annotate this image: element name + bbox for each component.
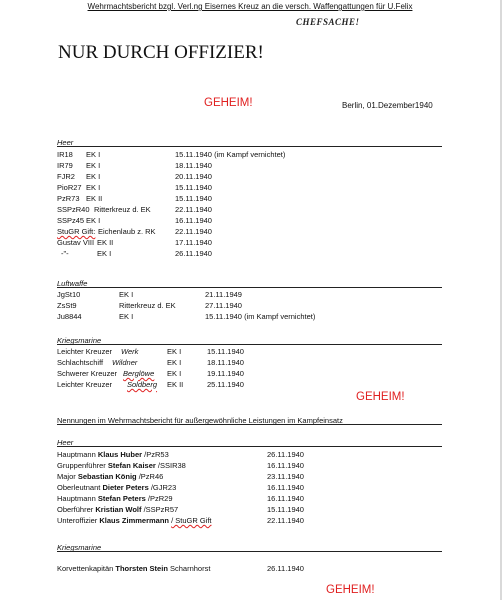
document-top-title: Wehrmachtsbericht bzgl. Verl.ng Eisernes Kreuz an die versch. Waffengattungen für U.Felix: [87, 2, 413, 11]
section-divider: [57, 146, 442, 147]
section-divider: [57, 424, 442, 425]
date-line: Berlin, 01.Dezember1940: [342, 101, 433, 110]
main-heading: NUR DURCH OFFIZIER!: [58, 42, 264, 63]
section-title-kriegsmarine: Kriegsmarine: [57, 336, 102, 345]
geheim-stamp-top: GEHEIM!: [204, 97, 253, 109]
section-title-nennungen-kriegsmarine: Kriegsmarine: [57, 543, 102, 552]
chefsache-label: CHEFSACHE!: [296, 17, 360, 27]
section-divider: [57, 287, 442, 288]
geheim-stamp-bottom: GEHEIM!: [326, 584, 375, 596]
section-title-luftwaffe: Luftwaffe: [57, 279, 88, 288]
section-divider: [57, 344, 442, 345]
section-title-heer: Heer: [57, 138, 74, 147]
section-divider: [57, 446, 442, 447]
nennungen-heading: Nennungen im Wehrmachtsbericht für außergewöhnliche Leistungen im Kampfeinsatz: [57, 416, 343, 425]
section-title-nennungen-heer: Heer: [57, 438, 74, 447]
document-page: Wehrmachtsbericht bzgl. Verl.ng Eisernes Kreuz an die versch. Waffengattungen für U.Felix CHEFSACHE! NUR DURCH OFFIZIER! GEHEIM! Berlin, 01.Dezember1940 Heer IR18 EK I 15.11.1940 (im Kampf vernichtet) IR79 EK I 18.11.1940 FJR2 EK I 20.11.1940 PioR27 EK I 15.11.1940 PzR73 EK II 15.11.1940 SSPzR40 Ritterkreuz d. EK 22.11.1940 SSPz45 EK I 16.11.1940 StuGR Gift: Eichenlaub z. RK 22.11.1940 Gustav VIII EK II 17.11.1940 -"- EK I 26.11.1940 Luftwaffe JgSt10 EK I 21.11.1949 ZsSt9 Ritterkreuz d. EK 27.11.1940 Ju8844 EK I 15.11.1940 (im Kampf vernichtet) Kriegsmarine Leichter Kreuzer Werk EK I 15.11.1940 Schlachtschiff Wildner EK I 18.11.1940 Schwerer Kreuzer Berglöwe EK I 19.11.1940 Leichter Kreuzer Soldberg EK II 25.11.1940 GEHEIM! Nennungen im Wehrmachtsbericht für außergewöhnliche Leistungen im Kampfeinsatz Heer Hauptmann Klaus Huber /PzR53 26.11.1940 Gruppenführer Stefan Kaiser /SSIR38 16.11.1940 Major Sebastian König /PzR46 23.11.1940 Oberleutnant Dieter Peters /GJR23 16.11.1940 Hauptmann Stefan Peters /PzR29 16.11.1940 Oberführer Kristian Wolf /SSPzR57 15.11.1940 Unteroffizier Klaus Zimmermann / StuGR Gift 22.11.1940 Kriegsmarine Korvettenkapitän Thorsten Stein Scharnhorst 26.11.1940 GEHEIM!: [0, 0, 502, 600]
geheim-stamp-middle: GEHEIM!: [356, 391, 405, 403]
section-divider: [57, 551, 442, 552]
